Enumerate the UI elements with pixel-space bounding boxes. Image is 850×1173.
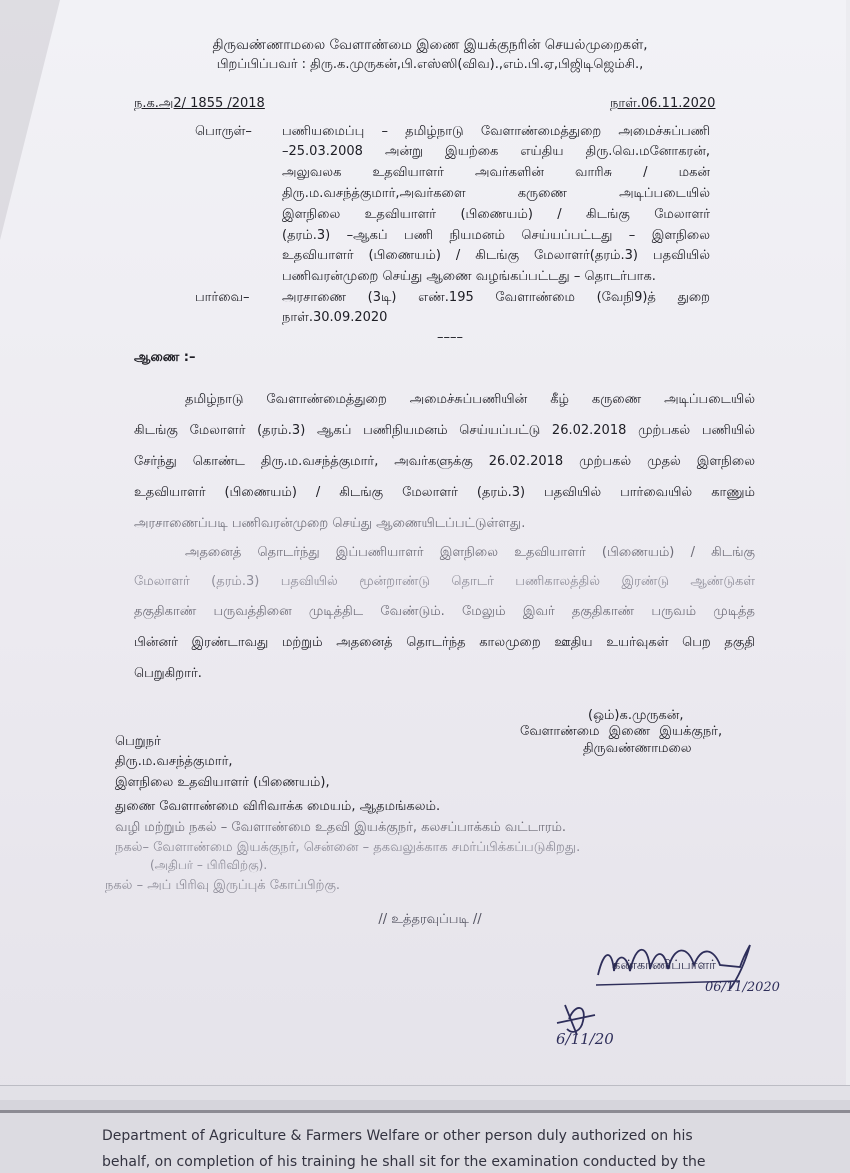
recipient-line: திரு.ம.வசந்த்குமார், (115, 754, 233, 769)
reference-label: பார்வை– (195, 290, 250, 305)
page-fold-shadow (0, 0, 60, 240)
paragraph-1-line: தமிழ்நாடு வேளாண்மைத்துறை அமைச்சுப்பணியின் கீழ் கருணை அடிப்படையில் (185, 392, 755, 407)
paragraph-1-line: கிடங்கு மேலாளர் (தரம்.3) ஆகப் பணிநியமனம் செய்யப்பட்டு 26.02.2018 முற்பகல் பணியில் (134, 423, 755, 438)
paragraph-2-line: தகுதிகாண் பருவத்தினை முடித்திட வேண்டும். மேலும் இவர் தகுதிகாண் பருவம் முடித்த (134, 604, 755, 619)
reference-number: ந.க.அ2/ 1855 /2018 (134, 96, 265, 111)
subject-line: பணியமைப்பு – தமிழ்நாடு வேளாண்மைத்துறை அமைச்சுப்பணி (282, 124, 710, 139)
next-page-strip (0, 1110, 850, 1173)
next-page-line: behalf, on completion of his training he shall sit for the examination conducted by the (102, 1154, 706, 1170)
paragraph-2-line: மேலாளர் (தரம்.3) பதவியில் மூன்றாண்டு தொடர் பணிகாலத்தில் இரண்டு ஆண்டுகள் (134, 574, 755, 589)
recipient-line: துணை வேளாண்மை விரிவாக்க மையம், ஆதமங்கலம். (115, 799, 441, 814)
recipient-line: இளநிலை உதவியாளர் (பிணையம்), (115, 775, 330, 790)
copy-line: (அதிபர் – பிரிவிற்கு). (150, 858, 268, 872)
paragraph-1-line: உதவியாளர் (பிணையம்) / கிடங்கு மேலாளர் (தரம்.3) பதவியில் பார்வையில் காணும் (134, 485, 755, 500)
subject-line: உதவியாளர் (பிணையம்) / கிடங்கு மேலாளர்(தரம்.3) பதவியில் (282, 248, 710, 263)
order-date: நாள்.06.11.2020 (610, 96, 716, 111)
true-copy-label: // உத்தரவுப்படி // (378, 912, 482, 927)
paragraph-2-line: பெறுகிறார். (134, 666, 202, 681)
copy-line: நகல் – அப் பிரிவு இருப்புக் கோப்பிற்கு. (105, 878, 341, 893)
recipient-label: பெறுநர் (115, 734, 161, 749)
reference-line-1: அரசாணை (3டி) எண்.195 வேளாண்மை (வேநி9)த் துறை (282, 290, 710, 305)
paragraph-1-line: சேர்ந்து கொண்ட திரு.ம.வசந்த்குமார், அவர்களுக்கு 26.02.2018 முற்பகல் முதல் இளநிலை (134, 454, 755, 469)
subject-line: அலுவலக உதவியாளர் அவர்களின் வாரிசு / மகன் (282, 165, 710, 180)
copy-line: நகல்– வேளாண்மை இயக்குநர், சென்னை – தகவலுக்காக சமர்ப்பிக்கப்படுகிறது. (115, 840, 581, 855)
subject-line: பணிவரன்முறை செய்து ஆணை வழங்கப்பட்டது – தொடர்பாக. (282, 269, 656, 284)
header-line-1: திருவண்ணாமலை வேளாண்மை இணை இயக்குநரின் செயல்முறைகள், (212, 37, 648, 53)
signed-name: (ஒம்)க.முருகன், (588, 708, 684, 723)
subject-line: –25.03.2008 அன்று இயற்கை எய்திய திரு.வெ.மனோகரன், (282, 144, 710, 159)
subject-line: இளநிலை உதவியாளர் (பிணையம்) / கிடங்கு மேலாளர் (282, 207, 710, 222)
superintendent-title: கண்காணிப்பாளர் (612, 958, 716, 973)
separator: –––– (437, 330, 463, 345)
handwritten-date: 06/11/2020 (705, 980, 780, 995)
signatory-place: திருவண்ணாமலை (583, 741, 692, 756)
subject-line: (தரம்.3) –ஆகப் பணி நியமனம் செய்யப்பட்டது – இளநிலை (282, 228, 710, 243)
initial-date: 6/11/20 (556, 1030, 614, 1048)
copy-line: வழி மற்றும் நகல் – வேளாண்மை உதவி இயக்குநர், கலசப்பாக்கம் வட்டாரம். (115, 820, 567, 835)
paragraph-2-line: அதனைத் தொடர்ந்து இப்பணியாளர் இளநிலை உதவியாளர் (பிணையம்) / கிடங்கு (185, 545, 755, 560)
signatory-designation: வேளாண்மை இணை இயக்குநர், (520, 724, 723, 739)
next-page-line: Department of Agriculture & Farmers Welfare or other person duly authorized on his (102, 1128, 693, 1144)
subject-line: திரு.ம.வசந்த்குமார்,அவர்களை கருணை அடிப்படையில் (282, 186, 710, 201)
paragraph-1-line: அரசாணைப்படி பணிவரன்முறை செய்து ஆணையிடப்பட்டுள்ளது. (134, 516, 526, 531)
reference-line-2: நாள்.30.09.2020 (282, 310, 388, 325)
paragraph-2-line: பின்னர் இரண்டாவது மற்றும் அதனைத் தொடர்ந்த காலமுறை ஊதிய உயர்வுகள் பெற தகுதி (134, 635, 755, 650)
order-label: ஆணை :– (134, 350, 196, 365)
header-line-2: பிறப்பிப்பவர் : திரு.க.முருகன்,பி.எஸ்ஸி(விவ).,எம்.பி.ஏ,பிஜிடிஜெம்சி., (216, 57, 644, 72)
subject-label: பொருள்– (195, 124, 252, 139)
